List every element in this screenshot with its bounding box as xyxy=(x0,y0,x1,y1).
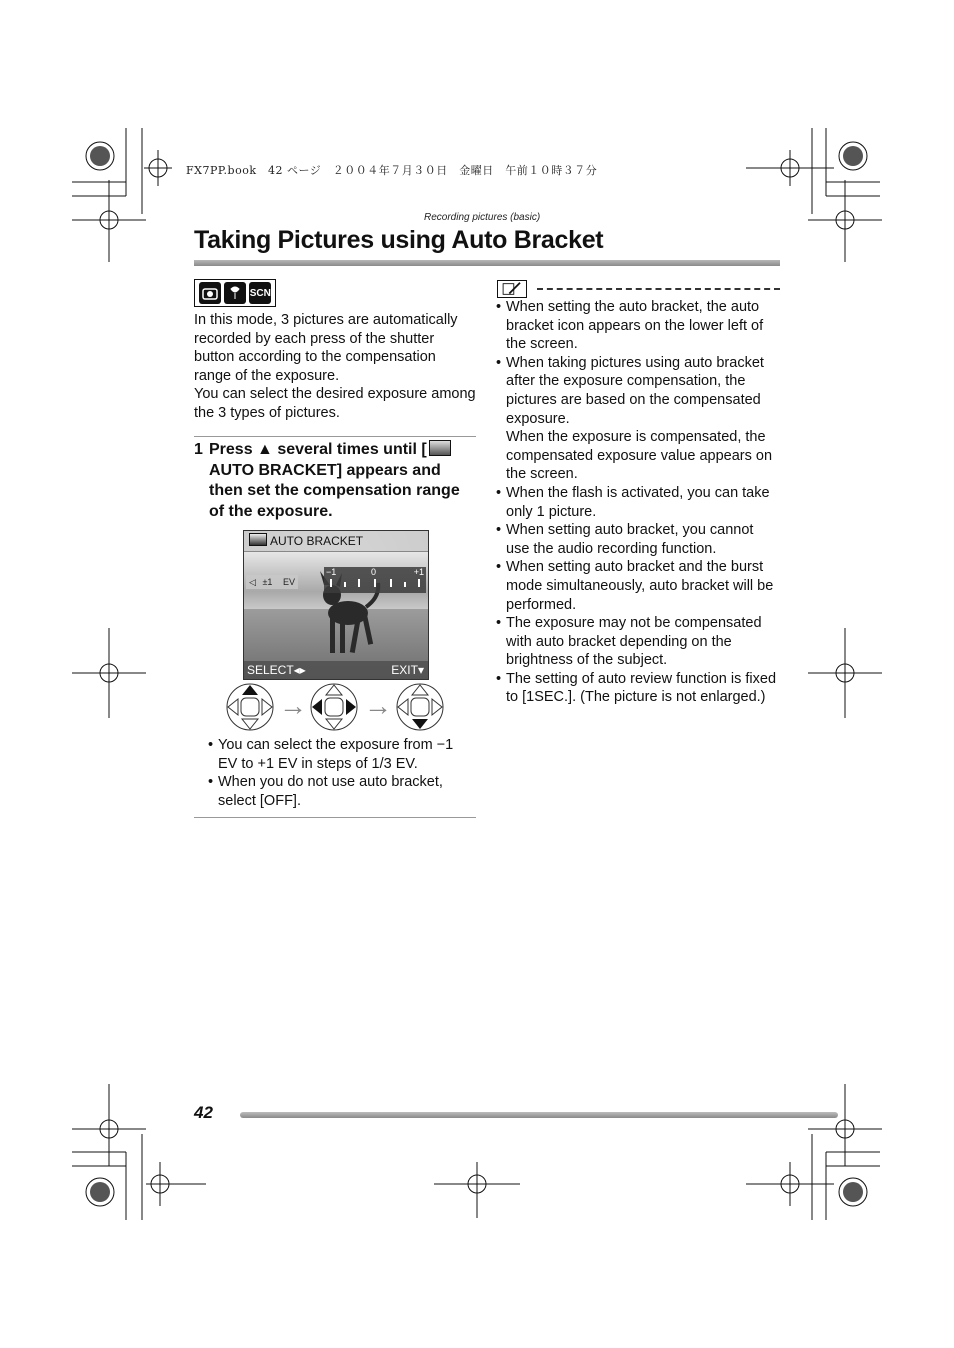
step-number: 1 xyxy=(194,441,203,458)
intro-paragraph-2: You can select the desired exposure among the 3 types of pictures. xyxy=(194,386,476,421)
step-1 xyxy=(194,440,476,522)
dpad-up-pressed-icon xyxy=(225,682,275,732)
list-item: • The setting of auto review function is fixed to [1SEC.]. (The picture is not enlarged.) xyxy=(496,670,780,707)
scale-tick xyxy=(404,582,406,587)
list-item xyxy=(496,354,780,484)
camera-mode-icon xyxy=(199,282,221,304)
ev-value: ±1 xyxy=(262,577,273,587)
list-item-text: When taking pictures using auto bracket after the exposure compensation, the pictures are based on the compensated exposure. xyxy=(506,354,764,427)
scale-tick xyxy=(390,579,392,587)
divider xyxy=(194,817,476,818)
lcd-footer xyxy=(244,661,428,679)
note-pencil-icon xyxy=(497,280,527,298)
ev-unit: EV xyxy=(282,577,295,587)
scale-max: +1 xyxy=(413,567,424,577)
scale-tick xyxy=(330,579,332,587)
scale-min: −1 xyxy=(326,567,337,577)
scale-tick xyxy=(344,582,346,587)
lcd-header xyxy=(244,531,428,552)
macro-mode-icon xyxy=(224,282,246,304)
list-item: • When you do not use auto bracket, select [OFF]. xyxy=(208,773,476,810)
ev-scale xyxy=(324,567,426,593)
divider xyxy=(194,436,476,437)
ev-arrow-icon: ◁ xyxy=(249,577,256,587)
scale-tick xyxy=(374,579,376,587)
list-item: • You can select the exposure from −1 EV to +1 EV in steps of 1/3 EV. xyxy=(208,736,476,773)
right-notes xyxy=(496,298,780,707)
auto-bracket-small-icon xyxy=(249,533,267,546)
note-dashed-line xyxy=(537,288,780,290)
left-notes xyxy=(208,736,476,810)
intro-paragraph-1: In this mode, 3 pictures are automatically recorded by each press of the shutter button according to the compensation range of the exposure. xyxy=(194,312,458,384)
print-header: FX7PP.book 42 ページ ２００４年７月３０日 金曜日 午前１０時３７分 xyxy=(186,164,598,177)
select-label: SELECT◂▸ xyxy=(247,663,306,677)
list-item: • When setting auto bracket and the burst mode simultaneously, auto bracket will be performed. xyxy=(496,558,780,614)
exit-label: EXIT▾ xyxy=(391,663,424,677)
dpad-left-right-pressed-icon xyxy=(309,682,359,732)
page-title: Taking Pictures using Auto Bracket xyxy=(194,226,604,254)
lcd-ev-indicator xyxy=(246,575,298,589)
scn-mode-icon: SCN xyxy=(249,282,271,304)
scale-tick xyxy=(418,579,420,587)
step-text-part1: Press ▲ several times until [ xyxy=(209,441,427,458)
intro-text xyxy=(194,311,476,423)
section-label: Recording pictures (basic) xyxy=(424,212,541,223)
list-item: • When the flash is activated, you can take only 1 picture. xyxy=(496,484,780,521)
sequence-arrow-icon: → xyxy=(279,690,307,721)
lcd-screen xyxy=(243,530,429,680)
footer-bar xyxy=(240,1112,838,1118)
lcd-title: AUTO BRACKET xyxy=(270,534,364,548)
title-underline-bar xyxy=(194,260,780,266)
dpad-down-pressed-icon xyxy=(395,682,445,732)
scale-tick xyxy=(358,579,360,587)
note-header xyxy=(497,280,780,300)
scale-mid: 0 xyxy=(371,567,377,577)
mode-icons-box xyxy=(194,279,276,307)
step-text-part2: AUTO BRACKET] appears and then set the compensation range of the exposure. xyxy=(209,461,460,520)
step-instruction xyxy=(209,440,476,522)
list-item: • When setting auto bracket, you cannot use the audio recording function. xyxy=(496,521,780,558)
auto-bracket-icon xyxy=(429,440,451,456)
sequence-arrow-icon: → xyxy=(364,690,392,721)
list-item: • When setting the auto bracket, the auto bracket icon appears on the lower left of the screen. xyxy=(496,298,780,354)
list-item: • The exposure may not be compensated with auto bracket depending on the brightness of the subject. xyxy=(496,614,780,670)
list-item-continuation: When the exposure is compensated, the compensated exposure value appears on the screen. xyxy=(506,429,773,483)
page-number: 42 xyxy=(194,1103,213,1122)
